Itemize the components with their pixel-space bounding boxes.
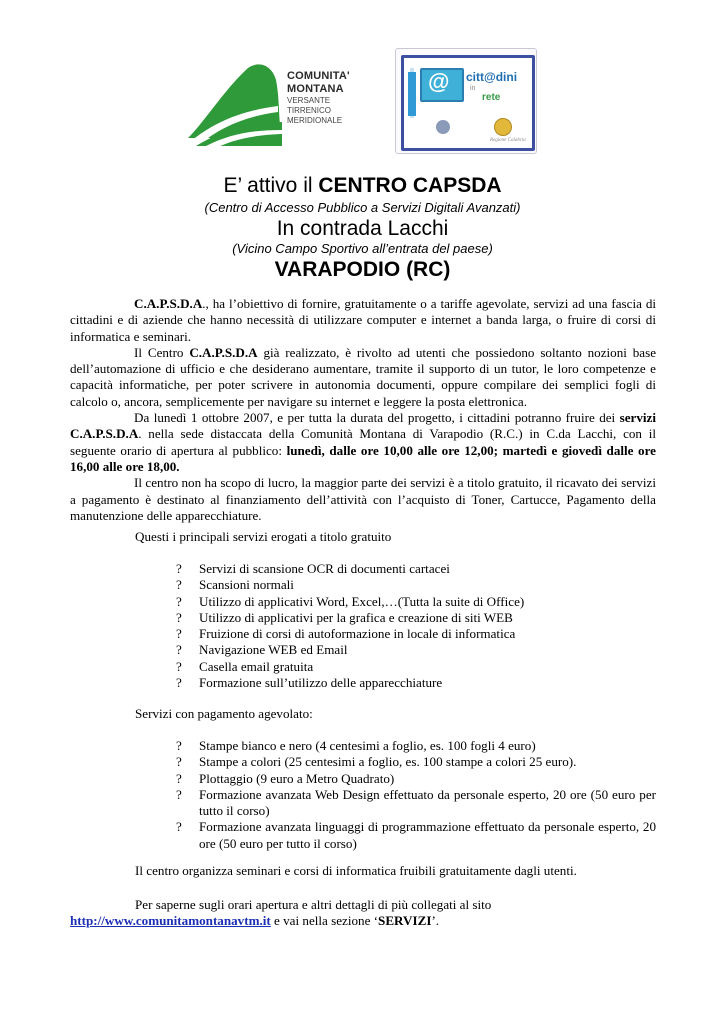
list-item-text: Utilizzo di applicativi per la grafica e creazione di siti WEB [199,609,513,625]
bullet-icon: ? [176,593,182,609]
bullet-icon: ? [176,770,182,786]
bullet-icon: ? [176,754,182,770]
intro-p2-prefix: Il Centro [134,344,190,360]
intro-paragraph-3 [70,410,656,475]
capsda-bold: C.A.P.S.D.A [189,344,258,360]
seminars-note: Il centro organizza seminari e corsi di informatica fruibili gratuitamente dagli utenti. [135,863,577,878]
list-item-text: Navigazione WEB ed Email [199,642,348,658]
mountain-logo-icon [186,50,286,150]
bullet-icon: ? [176,738,182,753]
free-services-heading: Questi i principali servizi erogati a titolo gratuito [135,529,392,544]
logo-citt-text: citt@dini [466,70,518,84]
list-item [176,738,656,754]
bullet-icon: ? [176,626,182,642]
logo-line-5: MERIDIONALE [287,116,343,125]
comunita-montana-logo [186,50,370,150]
list-item-text: Formazione avanzata linguaggi di programmazione effettuato da personale esperto, 20 ore (50 euro per tutto il corso) [199,819,656,851]
free-services-list [176,561,656,691]
main-title [0,174,725,198]
capsda-bold: C.A.P.S.D.A [134,296,203,311]
list-item [176,626,656,642]
intro-p3-mid: . nella sede distaccata della Comunità Montana di Varapodio (R.C.) in C.da Lacchi, con il seguente orario di apertura al pubblico: [70,426,656,458]
bullet-icon: ? [176,609,182,625]
list-item-text: Casella email gratuita [199,658,314,674]
logo-line-1: COMUNITA' [287,70,350,82]
list-item [176,771,656,787]
regione-caption: Regione Calabria [490,138,526,143]
at-sign-icon: @ [428,69,450,94]
main-title-bold: CENTRO CAPSDA [318,174,502,197]
list-item [176,642,656,658]
intro-text [70,296,656,524]
list-item-text: Servizi di scansione OCR di documenti cartacei [199,561,450,576]
list-item-text: Stampe bianco e nero (4 centesimi a foglio, es. 100 fogli 4 euro) [199,738,536,753]
list-item-text: Formazione sull’utilizzo delle apparecchiature [199,675,443,691]
list-item [176,659,656,675]
logo-frame [401,55,535,151]
main-title-prefix: E’ attivo il [223,174,319,197]
list-item-text: Plottaggio (9 euro a Metro Quadrato) [199,770,395,786]
logo-text [287,70,350,126]
more-info-end: ’. [431,913,440,928]
services-bold: servizi C.A.P.S.D.A [70,410,656,442]
paid-services-heading: Servizi con pagamento agevolato: [135,706,313,721]
intro-paragraph-1 [70,296,656,345]
list-item [176,577,656,593]
bullet-icon: ? [176,786,182,802]
list-item [176,610,656,626]
opening-hours-bold: lunedì, dalle ore 10,00 alle ore 12,00; martedì e giovedì dalle ore 16,00 alle ore 18,00. [70,442,656,474]
logo-line-4: TIRRENICO [287,106,331,115]
list-item-text: Fruizione di corsi di autoformazione in locale di informatica [199,626,516,642]
intro-p1-text: ., ha l’obiettivo di fornire, gratuitamente o a tariffe agevolate, servizi ad una fascia di cittadini e di aziende che hanno necessità di utilizzare computer e internet a banda larga, o fruire di corsi di informatica e seminari. [70,296,656,344]
more-info-mid: e vai nella sezione ‘ [270,913,379,928]
bullet-icon: ? [176,819,182,835]
more-info-link-line [70,913,439,929]
intro-p3-prefix: Da lunedì 1 ottobre 2007, e per tutta la durata del progetto, i cittadini potranno fruire dei [134,410,620,426]
logo-line-2: MONTANA [287,83,344,95]
logo-in-text: in [470,85,476,92]
intro-paragraph-2 [70,345,656,410]
servizi-section-bold: SERVIZI [378,913,432,928]
town-title: VARAPODIO (RC) [274,258,451,281]
list-item [176,561,656,577]
list-item [176,754,656,770]
bullet-icon: ? [176,642,182,658]
title-subtitle: (Centro di Accesso Pubblico a Servizi Digitali Avanzati) [204,200,521,215]
list-item [176,675,656,691]
logo-rete-text: rete [482,92,501,103]
location-subtitle: (Vicino Campo Sportivo all’entrata del paese) [232,241,493,256]
list-item [176,787,656,820]
list-item-text: Scansioni normali [199,577,294,593]
republic-seal-icon [436,120,450,134]
list-item [176,819,656,852]
website-link[interactable]: http://www.comunitamontanavtm.it [70,913,271,928]
more-info-line: Per saperne sugli orari apertura e altri dettagli di più collegati al sito [135,897,492,912]
regione-seal-icon [494,118,512,136]
cittadini-in-rete-logo [395,48,537,154]
intro-paragraph-4 [70,475,656,524]
list-item-text: Utilizzo di applicativi Word, Excel,…(Tutta la suite di Office) [199,593,525,609]
paid-services-list [176,738,656,852]
logo-line-3: VERSANTE [287,96,331,105]
bullet-icon: ? [176,658,182,674]
bullet-icon: ? [176,577,182,593]
list-item [176,594,656,610]
bullet-icon: ? [176,561,182,576]
intro-p2-text: già realizzato, è rivolto ad utenti che possiedono soltanto nozioni base dell’automazione di ufficio e che desiderano aumentare, tramite il supporto di un tutor, le loro competenze e capacità informatiche, per poter scrivere in autonomia documenti, oppure compilare dei semplici fogli di calcolo o, ancora, semplicemente per navigare su internet e leggere la posta elettronica. [70,344,657,409]
bullet-icon: ? [176,675,182,691]
list-item-text: Formazione avanzata Web Design effettuato da personale esperto, 20 ore (50 euro per tutto il corso) [199,786,656,819]
logo-stripe [408,72,416,116]
list-item-text: Stampe a colori (25 centesimi a foglio, es. 100 stampe a colori 25 euro). [199,754,577,770]
intro-p4-text: Il centro non ha scopo di lucro, la maggior parte dei servizi è a titolo gratuito, il ricavato dei servizi a pagamento è destinato al finanziamento dell’attività con l’acquisto di Toner, Cartucce, Pagamento della manutenzione delle apparecchiature. [70,475,656,523]
location-title: In contrada Lacchi [276,217,449,240]
